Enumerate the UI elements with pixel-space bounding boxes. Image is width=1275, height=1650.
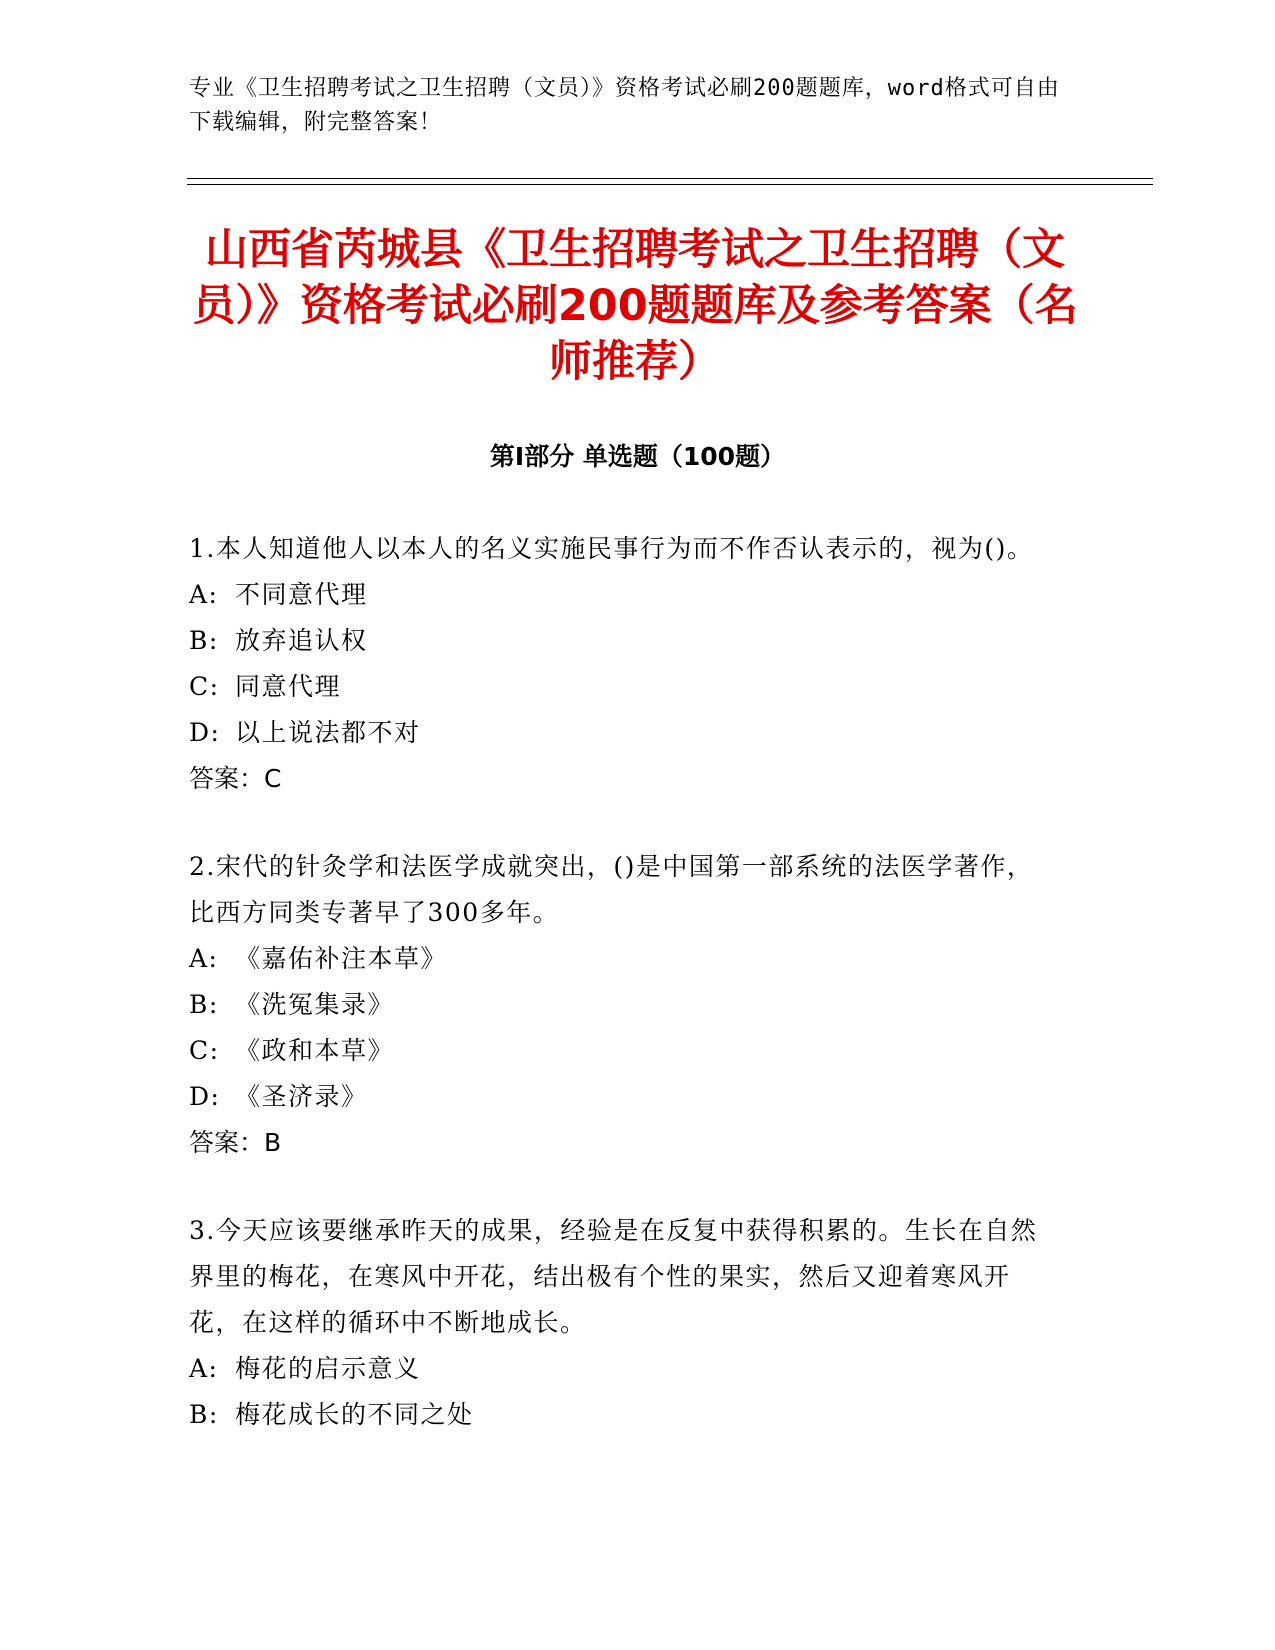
option-label: B: [189, 1400, 219, 1429]
option-text: 《嘉佑补注本草》 [235, 944, 448, 973]
header-divider-bottom [187, 184, 1153, 185]
option-text: 放弃追认权 [235, 626, 368, 655]
answer-line: 答案：B [189, 1128, 282, 1157]
question-item [189, 526, 1059, 802]
option-label: C: [189, 672, 220, 701]
question-stem: 1.本人知道他人以本人的名义实施民事行为而不作否认表示的，视为()。 [189, 534, 1034, 563]
question-item [189, 1208, 1059, 1438]
option-text: 同意代理 [235, 672, 342, 701]
option-label: C: [189, 1036, 220, 1065]
question-option [189, 664, 1059, 710]
question-option [189, 1346, 1059, 1392]
header-divider-top [187, 178, 1153, 179]
question-option [189, 982, 1059, 1028]
option-label: A: [189, 580, 219, 609]
option-text: 《洗冤集录》 [235, 990, 395, 1019]
question-list [189, 526, 1059, 1480]
question-stem: 3.今天应该要继承昨天的成果，经验是在反复中获得积累的。生长在自然界里的梅花，在寒风中开花，结出极有个性的果实，然后又迎着寒风开花，在这样的循环中不断地成长。 [189, 1216, 1038, 1337]
option-label: B: [189, 626, 219, 655]
question-option [189, 618, 1059, 664]
section-heading: 第Ⅰ部分 单选题（100题） [489, 442, 786, 471]
option-label: A: [189, 944, 219, 973]
question-stem: 2.宋代的针灸学和法医学成就突出，()是中国第一部系统的法医学著作，比西方同类专著早了300多年。 [189, 852, 1034, 927]
question-item [189, 844, 1059, 1166]
question-option [189, 1028, 1059, 1074]
question-option [189, 936, 1059, 982]
option-label: A: [189, 1354, 219, 1383]
option-text: 梅花成长的不同之处 [235, 1400, 474, 1429]
option-text: 梅花的启示意义 [235, 1354, 421, 1383]
header-note: 专业《卫生招聘考试之卫生招聘（文员）》资格考试必刷200题题库，word格式可自由下载编辑，附完整答案！ [189, 76, 1060, 135]
option-text: 不同意代理 [235, 580, 368, 609]
question-option [189, 710, 1059, 756]
document-title: 山西省芮城县《卫生招聘考试之卫生招聘（文员）》资格考试必刷200题题库及参考答案（名师推荐） [192, 225, 1078, 387]
option-label: B: [189, 990, 219, 1019]
question-option [189, 1392, 1059, 1438]
answer-line: 答案：C [189, 764, 282, 793]
question-option [189, 1074, 1059, 1120]
option-label: D: [189, 718, 221, 747]
question-option [189, 572, 1059, 618]
option-text: 以上说法都不对 [235, 718, 421, 747]
option-text: 《圣济录》 [235, 1082, 368, 1111]
option-text: 《政和本草》 [235, 1036, 395, 1065]
option-label: D: [189, 1082, 221, 1111]
